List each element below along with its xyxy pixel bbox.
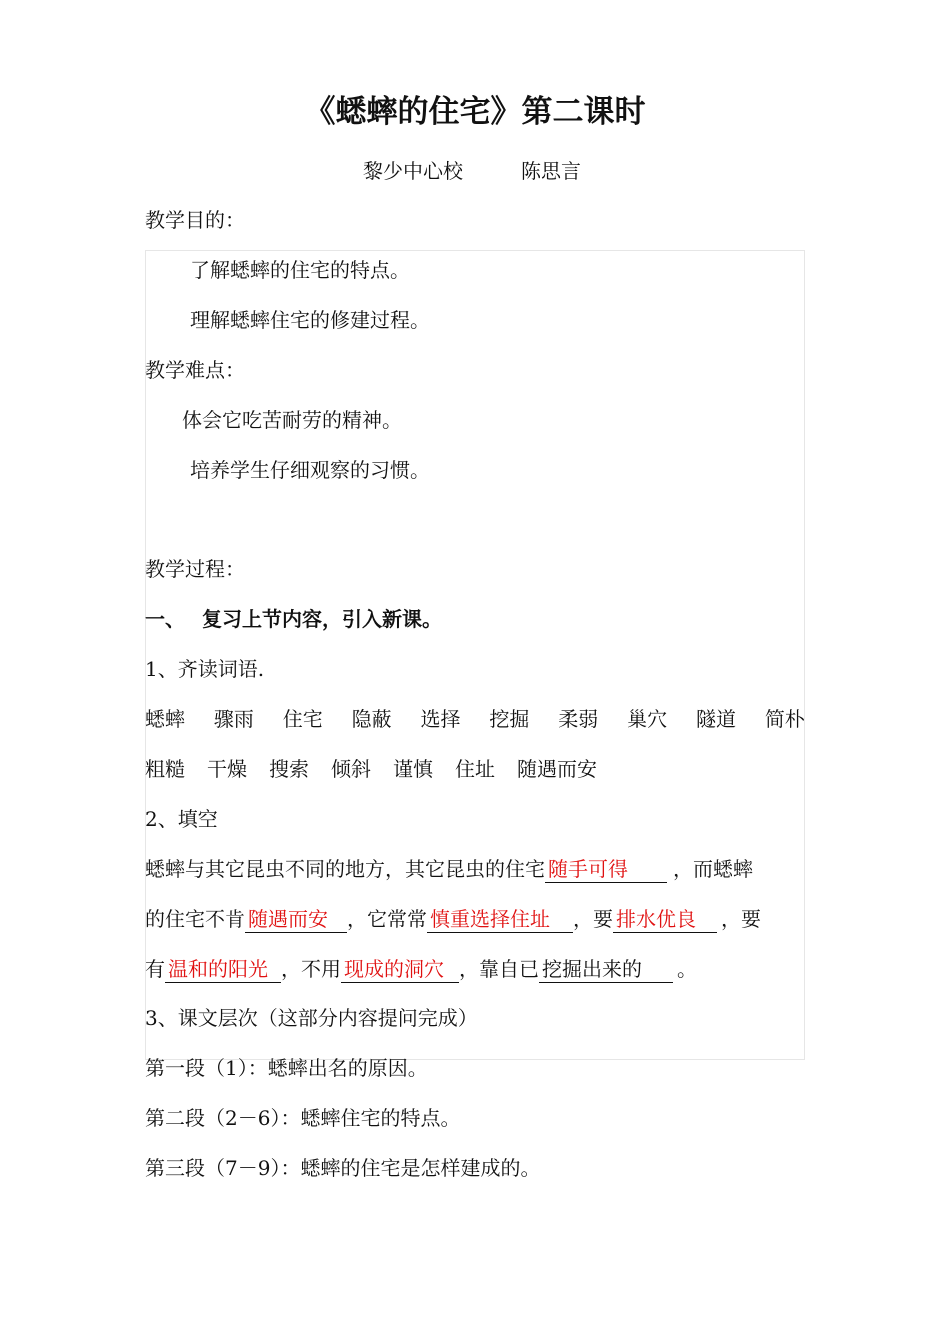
school-name: 黎少中心校 [363,159,463,183]
fill-blank-answer: 温和的阳光 [165,956,281,983]
vocab-word: 随遇而安 [517,757,597,781]
fill-line-2 [145,906,761,933]
step-one-label: 1、齐读词语. [145,657,265,681]
vocab-row-1 [145,706,805,732]
vocab-row-2 [145,756,805,782]
vocab-word: 住宅 [282,707,323,731]
difficulty-item: 体会它吃苦耐劳的精神。 [182,408,402,432]
fill-blank-answer: 随遇而安 [245,906,347,933]
vocab-word: 蟋蟀 [145,707,185,731]
fill-line-3 [145,956,697,983]
vocab-word: 选择 [420,707,461,731]
objective-item: 了解蟋蟀的住宅的特点。 [190,258,410,282]
step-two-label: 2、填空 [145,807,218,831]
fill-blank-answer: 现成的洞穴 [341,956,459,983]
vocab-word: 巢穴 [627,707,668,731]
fill-blank-answer: 排水优良 [613,906,717,933]
fill-text: 蟋蟀与其它昆虫不同的地方，其它昆虫的住宅 [145,857,545,881]
fill-blank-answer: 挖掘出来的 [539,956,673,983]
fill-line-1 [145,856,753,883]
vocab-word: 住址 [455,757,495,781]
fill-text: ，要 [721,907,761,931]
difficulty-item: 培养学生仔细观察的习惯。 [190,458,430,482]
vocab-word: 简朴 [764,707,805,731]
difficulties-heading: 教学难点： [145,358,245,382]
paragraph-summary: 第二段（2－6）：蟋蟀住宅的特点。 [145,1106,461,1130]
vocab-word: 挖掘 [489,707,530,731]
vocab-word: 骤雨 [213,707,254,731]
vocab-word: 柔弱 [558,707,599,731]
fill-text: ，靠自已 [459,957,539,981]
fill-text: ，它常常 [347,907,427,931]
section-one-heading: 一、 复习上节内容，引入新课。 [145,607,442,631]
paragraph-summary: 第一段（1）：蟋蟀出名的原因。 [145,1056,428,1080]
vocab-word: 干燥 [207,757,247,781]
fill-text: ，不用 [281,957,341,981]
fill-text: 有 [145,957,165,981]
paragraph-summary: 第三段（7－9）：蟋蟀的住宅是怎样建成的。 [145,1156,541,1180]
fill-text: 的住宅不肯 [145,907,245,931]
fill-blank-answer: 随手可得 [545,856,667,883]
fill-text: ，要 [573,907,613,931]
objective-item: 理解蟋蟀住宅的修建过程。 [190,308,430,332]
fill-text: ，而蟋蟀 [673,857,753,881]
process-heading: 教学过程： [145,557,245,581]
fill-text: 。 [677,957,697,981]
page-title: 《蟋蟀的住宅》第二课时 [304,94,646,130]
teacher-name: 陈思言 [521,159,581,183]
vocab-word: 倾斜 [331,757,371,781]
vocab-word: 隐蔽 [351,707,392,731]
vocab-word: 隧道 [696,707,736,731]
objectives-heading: 教学目的： [145,208,245,232]
vocab-word: 搜索 [269,757,309,781]
fill-blank-answer: 慎重选择住址 [427,906,573,933]
vocab-word: 谨慎 [393,757,433,781]
step-three-label: 3、课文层次（这部分内容提问完成） [145,1006,478,1030]
vocab-word: 粗糙 [145,757,185,781]
